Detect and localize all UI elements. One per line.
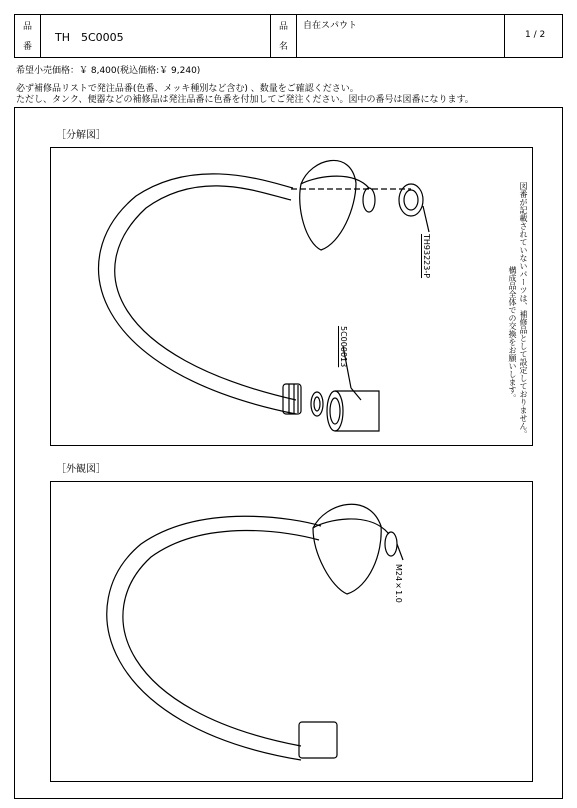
- product-name-label-cell: [271, 15, 297, 57]
- exploded-view-drawing: [51, 148, 534, 447]
- product-label-1: 品: [23, 22, 33, 32]
- product-number-cell: [41, 15, 271, 57]
- page-cell: [505, 15, 562, 57]
- part-label-th93223-p: TH93223-P: [422, 234, 431, 279]
- order-note-2: ただし、タンク、便器などの補修品は発注品番に色番を付加してご発注ください。図中の番号は図番になります。: [16, 95, 474, 105]
- product-number-label-cell: [15, 15, 41, 57]
- product-name: 自在スパウト: [303, 21, 358, 31]
- product-number: TH 5C0005: [55, 31, 124, 44]
- product-name-cell: [297, 15, 505, 57]
- header-table: [14, 14, 563, 58]
- order-note-1: 必ず補修品リストで発注品番(色番、メッキ種別など含む) 、数量をご確認ください。: [16, 84, 359, 94]
- page-number: 1 / 2: [525, 30, 546, 40]
- side-note-1: 図番が記載されていないパーツは、補修品として設定しておりません。: [519, 182, 528, 438]
- thread-dimension: M24×1.0: [394, 564, 403, 603]
- name-label-1: 品: [279, 22, 289, 32]
- exterior-view-drawing: [51, 482, 534, 783]
- product-label-2: 番: [23, 42, 33, 52]
- price-note: 希望小売価格：￥ 8,400(税込価格:￥ 9,240): [16, 66, 201, 76]
- part-label-5c000013: 5C000013: [339, 326, 348, 368]
- exterior-view-box: [50, 481, 533, 782]
- exploded-view-title: ［分解図］: [56, 130, 106, 141]
- side-note-2: 構成品全体での交換をお願いします。: [508, 266, 517, 402]
- name-label-2: 名: [279, 42, 289, 52]
- exploded-view-box: [50, 147, 533, 446]
- exterior-view-title: ［外観図］: [56, 464, 106, 475]
